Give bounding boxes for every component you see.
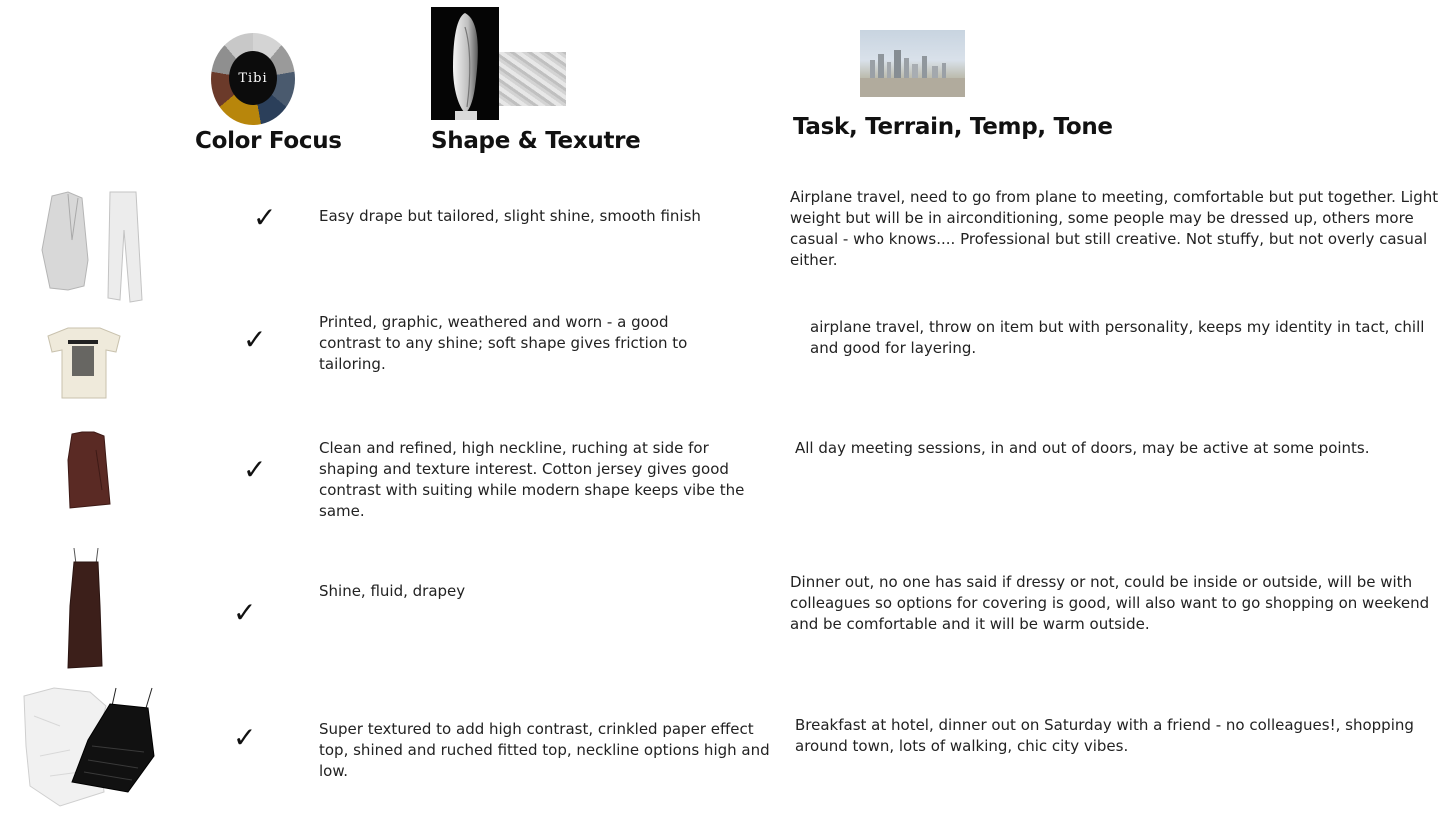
shape-text-4: Shine, fluid, drapey xyxy=(319,582,466,600)
color-wheel-image xyxy=(211,33,295,125)
city-skyline-image xyxy=(860,30,965,97)
brown-tank-top-icon xyxy=(62,430,114,510)
shape-text-5: Super textured to add high contrast, crinkled paper effect top, shined and ruched fitted top, neckline options high and low. xyxy=(319,720,770,780)
task-text-5: Breakfast at hotel, dinner out on Saturday with a friend - no colleagues!, shopping around town, lots of walking, chic city vibes. xyxy=(795,716,1414,755)
check-mark-icon: ✓ xyxy=(233,596,257,629)
check-mark-icon: ✓ xyxy=(243,323,267,356)
color-focus-heading: Color Focus xyxy=(195,128,342,154)
textured-tops-icon xyxy=(20,686,162,808)
check-mark-icon: ✓ xyxy=(243,453,267,486)
color-wheel-label: Tibi xyxy=(238,70,268,86)
task-text-4: Dinner out, no one has said if dressy or not, could be inside or outside, will be with colleagues so options for covering is good, will also want to go shopping on weekend and be comfortable and it will be warm outside. xyxy=(790,573,1430,633)
shape-text-1: Easy drape but tailored, slight shine, smooth finish xyxy=(319,207,701,225)
shape-texture-heading: Shape & Texutre xyxy=(431,128,641,154)
color-wheel-center xyxy=(229,51,277,105)
task-text-2: airplane travel, throw on item but with personality, keeps my identity in tact, chill and good for layering. xyxy=(810,318,1425,357)
task-text-1: Airplane travel, need to go from plane to meeting, comfortable but put together. Light weight but will be in airconditioning, some people may be dressed up, others more casual - who knows.... Professional but still creative. Not stuffy, but not overly casual either. xyxy=(790,188,1439,269)
white-suit-icon xyxy=(38,190,148,308)
crinkled-paper-image xyxy=(499,52,566,106)
task-text-3: All day meeting sessions, in and out of doors, may be active at some points. xyxy=(795,439,1370,457)
check-mark-icon: ✓ xyxy=(233,721,257,754)
slip-dress-icon xyxy=(64,546,106,670)
check-mark-icon: ✓ xyxy=(253,201,277,234)
sculpture-image xyxy=(431,7,499,120)
shape-text-2: Printed, graphic, weathered and worn - a good contrast to any shine; soft shape gives friction to tailoring. xyxy=(319,313,688,373)
shape-text-3: Clean and refined, high neckline, ruching at side for shaping and texture interest. Cotton jersey gives good contrast with suiting while modern shape keeps vibe the same. xyxy=(319,439,745,520)
task-terrain-heading: Task, Terrain, Temp, Tone xyxy=(793,114,1113,140)
graphic-tee-icon xyxy=(44,326,124,400)
